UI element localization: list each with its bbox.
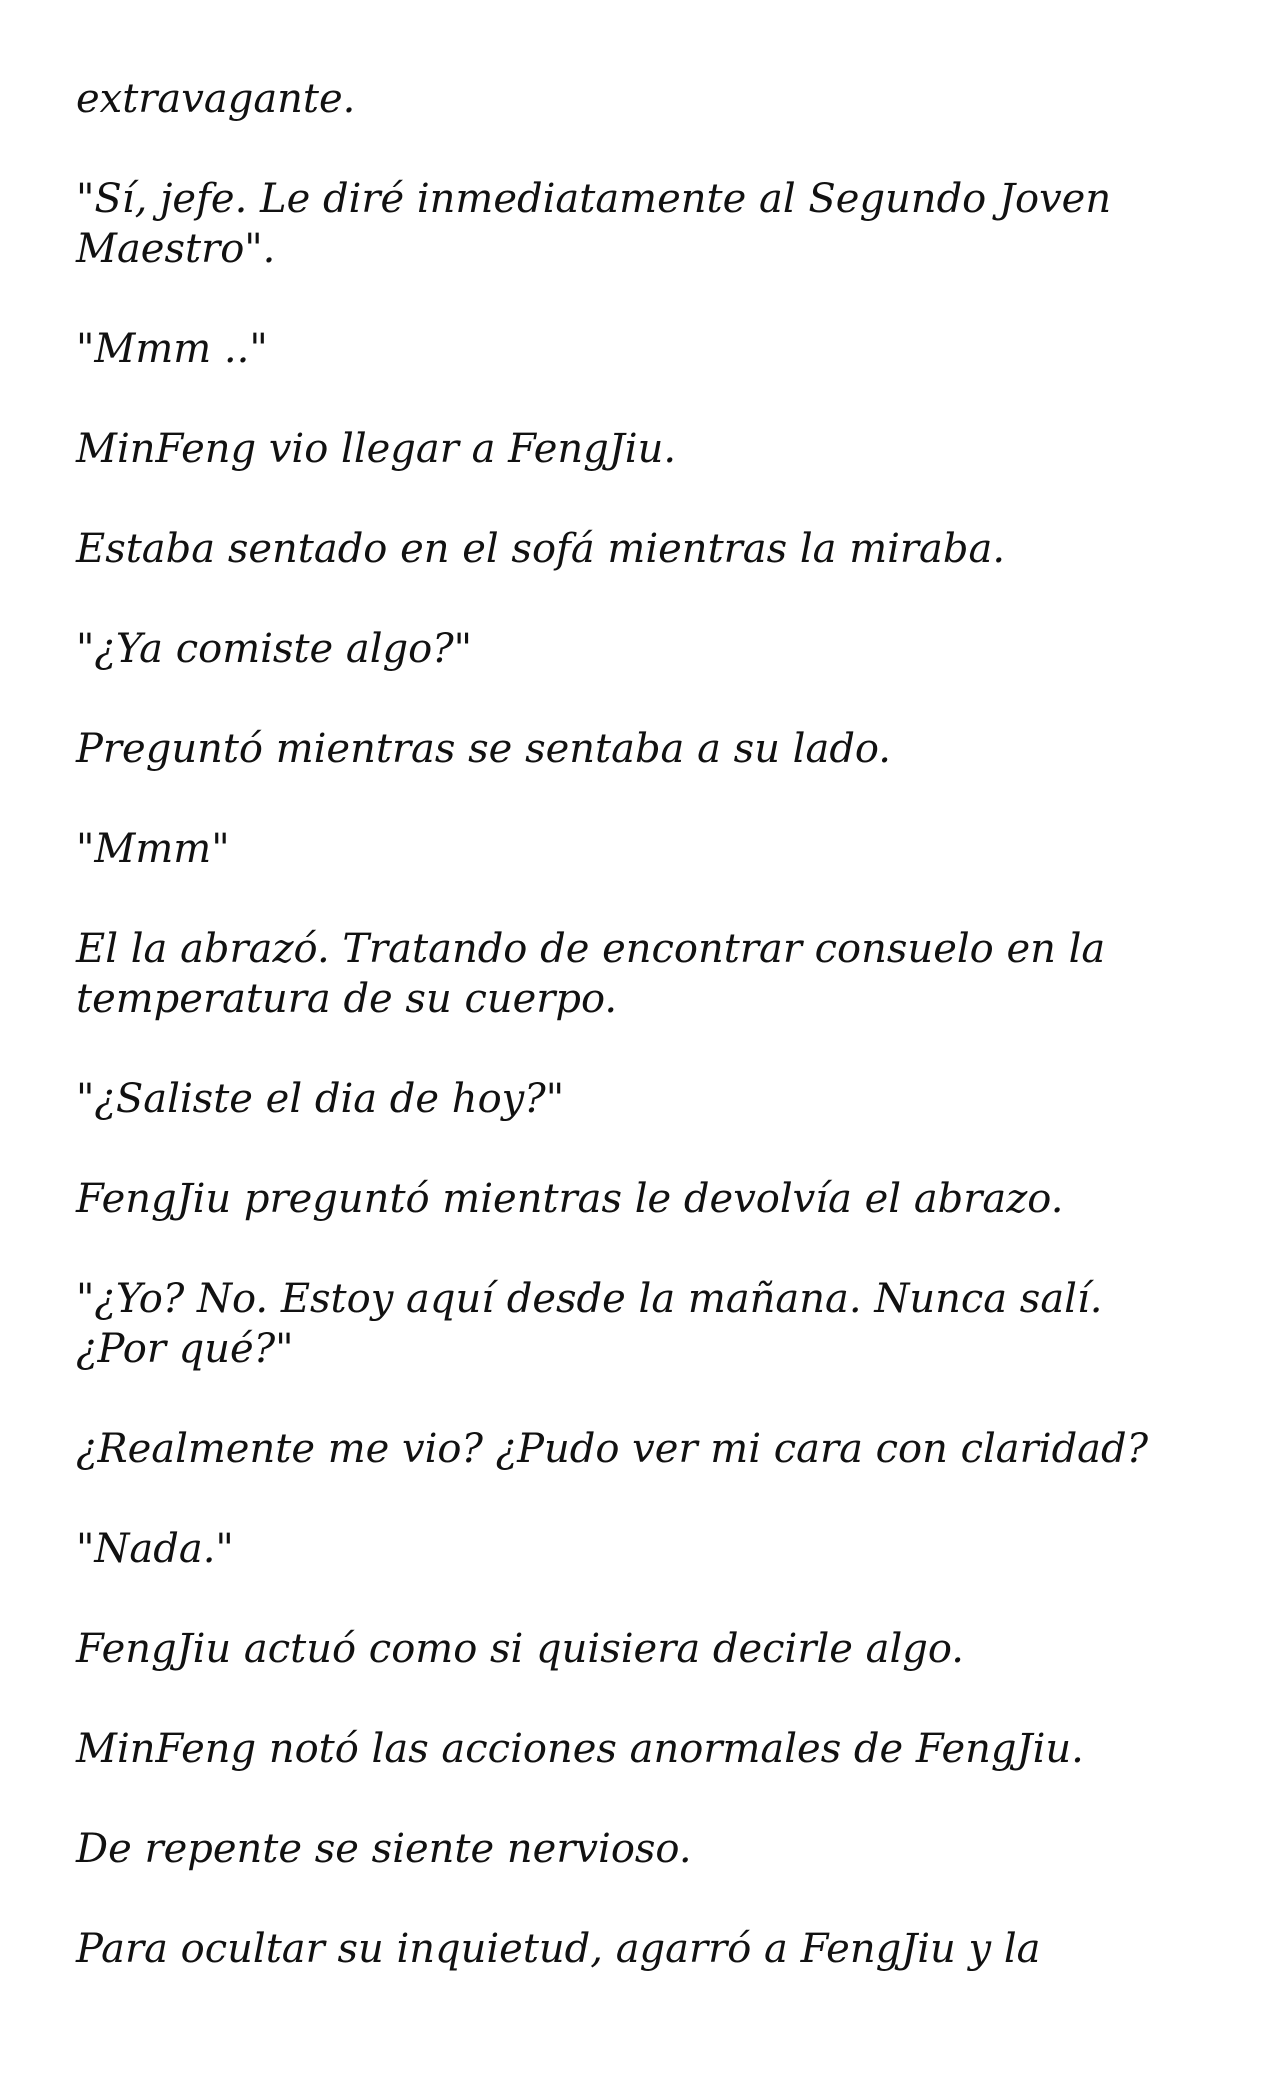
paragraph-2: "Sí, jefe. Le diré inmediatamente al Segundo Joven Maestro".: [76, 176, 1112, 272]
paragraph-8: "Mmm": [76, 826, 230, 872]
paragraph-9: El la abrazó. Tratando de encontrar consuelo en la temperatura de su cuerpo.: [76, 926, 1106, 1022]
paragraph-1: extravagante.: [76, 76, 356, 122]
paragraph-4: MinFeng vio llegar a FengJiu.: [76, 426, 677, 472]
paragraph-16: MinFeng notó las acciones anormales de FengJiu.: [76, 1726, 1084, 1772]
paragraph-11: FengJiu preguntó mientras le devolvía el abrazo.: [76, 1176, 1064, 1222]
paragraph-17: De repente se siente nervioso.: [76, 1826, 692, 1872]
paragraph-7: Preguntó mientras se sentaba a su lado.: [76, 726, 892, 772]
paragraph-13: ¿Realmente me vio? ¿Pudo ver mi cara con claridad?: [76, 1426, 1149, 1472]
paragraph-12: "¿Yo? No. Estoy aquí desde la mañana. Nunca salí. ¿Por qué?": [76, 1276, 1103, 1372]
paragraph-14: "Nada.": [76, 1526, 234, 1572]
paragraph-10: "¿Saliste el dia de hoy?": [76, 1076, 565, 1122]
paragraph-15: FengJiu actuó como si quisiera decirle algo.: [76, 1626, 964, 1672]
paragraph-6: "¿Ya comiste algo?": [76, 626, 473, 672]
paragraph-18: Para ocultar su inquietud, agarró a FengJiu y la: [76, 1926, 1041, 1972]
paragraph-3: "Mmm ..": [76, 326, 268, 372]
paragraph-5: Estaba sentado en el sofá mientras la miraba.: [76, 526, 1006, 572]
